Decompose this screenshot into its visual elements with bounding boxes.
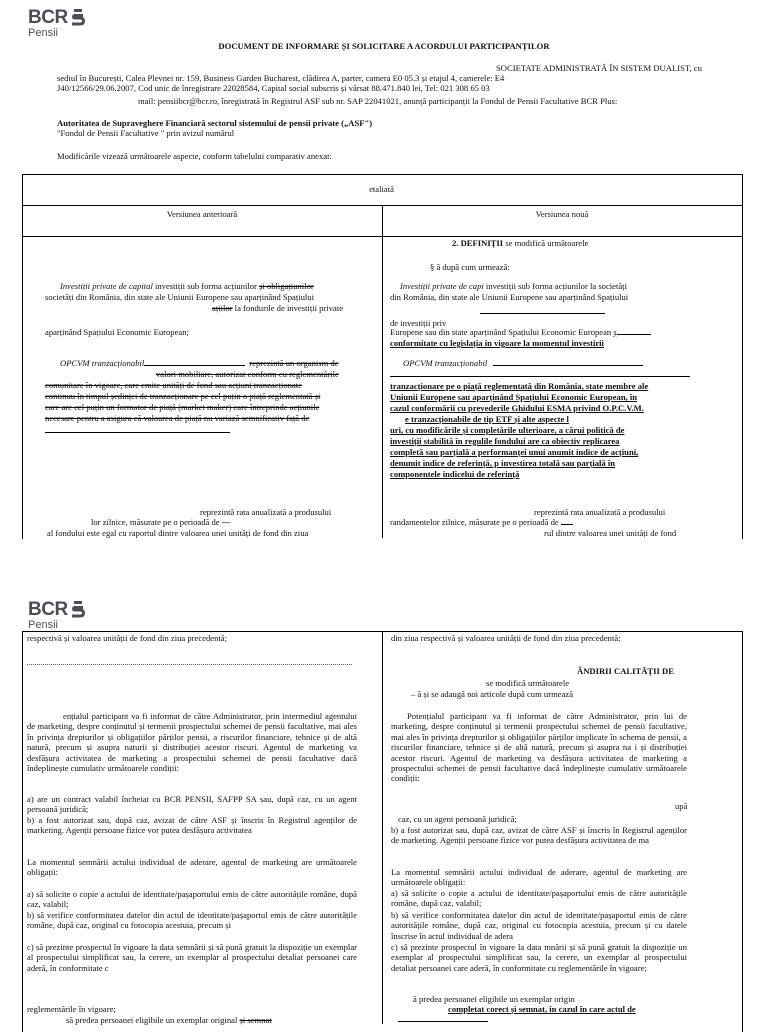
- document-title: DOCUMENT DE INFORMARE ȘI SOLICITARE A ACORDULUI PARTICIPANȚILOR: [218, 41, 550, 51]
- left-paragraph-1: ențialul participant va fi informat de către Administrator, prin intermediul agentului de marketing, despre conținutul și termenii prospectului schemei de pensii facultative, mai ales în privința drepturilor și obligațiilor părților pensii, a riscurilor financiare, tehnice și de altă natură, precum și asupra naturii și distribuției acestor riscuri. Agentul de marketing va desfășura activitatea de marketing a prospectului schemei de pensii facultative dacă îndeplinește cumulativ următoarele condiții:: [27, 711, 357, 774]
- definitions-heading: 2. DEFINIȚII se modifică următoarele: [452, 238, 589, 248]
- right-rata-line-0: reprezintă rata anualizată a produsului: [534, 507, 666, 517]
- left-def-line-4: OPCVM tranzacționabil reprezintă un organism de: [60, 358, 339, 368]
- column-divider-page2: [382, 631, 383, 1024]
- left-def-line-9: necesare pentru a asigura că valoarea de piață nu variază semnificativ față de: [45, 413, 310, 423]
- right-obligation-d: ă predea persoanei eligibile un exemplar origin: [413, 994, 575, 1004]
- right-condition-a-tail: upă: [675, 801, 688, 811]
- right-def-line-7: Uniunii Europene sau aparținând Spațiului Economic European, în: [390, 392, 638, 402]
- section-sub-1: se modifică următoarele: [486, 678, 570, 688]
- column-header-previous: Versiunea anterioară: [166, 209, 238, 219]
- left-def-line-5: valori mobiliare, autorizat conform cu reglementările: [156, 369, 339, 379]
- bcr-pensii-logo-page2: BCR Pensii: [28, 600, 85, 631]
- right-def-line-8: cazul conformării cu prevederile Ghidului ESMA privind O.P.C.V.M.: [390, 403, 644, 413]
- column-divider: [382, 205, 383, 538]
- definitions-subheading: § ă după cum urmează:: [430, 262, 510, 272]
- right-def-line-11: investiții stabilită în regulile fondului are ca obiectiv replicarea: [390, 436, 620, 446]
- company-line-3: J40/12566/29.06.2007, Cod unic de înregistrare 22028584, Capital social subscris și vărsat 88.471.840 lei, Tel: 021 308 65 03: [57, 83, 490, 93]
- left-top-line: respectivă și valoarea unității de fond din ziua precedentă;: [27, 633, 227, 643]
- right-def-line-9: e tranzacționabile de tip ETF și alte aspecte l: [405, 414, 569, 424]
- bcr-s-mark-icon: [71, 601, 85, 619]
- left-obligation-c: c) să prezinte prospectul în vigoare la data semnării și să pună gratuit la dispoziție un exemplar al prospectului simplificat sau, la cerere, un exemplar al prospectului detaliat persoanei care aderă, în conformitate c: [27, 942, 357, 973]
- fund-line: "Fondul de Pensii Facultative " prin avizul numărul: [57, 128, 235, 138]
- right-rata-line-1: randamentelor zilnice, măsurate pe o perioadă de: [390, 517, 573, 527]
- left-def-line-1: societăți din România, din state ale Uniunii Europene sau aparținând Spațiului: [45, 292, 314, 302]
- section-heading-page2: ÂNDIRII CALITĂȚII DE: [577, 666, 674, 676]
- left-def-line-2: ațiilor la fondurile de investiții private: [212, 303, 344, 313]
- right-paragraph-2: La momentul semnării actului individual de aderare, agentul de marketing are următoarele obligații:: [391, 867, 687, 888]
- right-top-line: din ziua respectivă și valoarea unității de fond din ziua precedentă;: [391, 633, 621, 643]
- right-condition-a: caz, cu un agent persoană juridică;: [398, 814, 517, 824]
- left-obligation-d: să predea persoanei eligibile un exemplar original și semnat: [66, 1015, 272, 1025]
- right-obligation-a: a) să solicite o copie a actului de identitate/pașaportului emis de către autoritățile române, după caz, valabil;: [391, 888, 687, 909]
- right-def-line-6: tranzacționare pe o piață reglementată din România, state membre ale: [390, 381, 649, 391]
- right-rata-line-2: rul dintre valoarea unei unități de fond: [544, 528, 677, 538]
- right-def-line-13: denumit indice de referință, p investirea totală sau parțială în: [390, 458, 616, 468]
- left-rata-line-1: lor zilnice, măsurate pe o perioadă de —: [91, 517, 231, 527]
- right-paragraph-1: Potențialul participant va fi informat de către Administrator, prin lui de marketing, despre conținutul și termenii prospectului schemei de pensii facultative, mai ales în privința drepturilor și obligațiilor părților implicate în schema de pensii, a riscurilor financiare, tehnice și de altă natură, precum și asupra na i și distribuției acestor riscuri. Agentul de marketing va desfășura activitatea de marketing a prospectului schemei de pensii facultative dacă îndeplinește cumulativ următoarele condiții:: [391, 711, 687, 784]
- left-obligation-a: a) să solicite o copie a actului de identitate/pașaportului emis de către autoritățile române, după caz, valabil;: [27, 889, 357, 910]
- left-def-line-7: continuu în timpul ședinței de tranzacționare pe cel puțin o piață reglementată și: [45, 391, 321, 401]
- intro-line: Modificările vizează următoarele aspecte, conform tabelului comparativ anexat:: [57, 151, 332, 161]
- bcr-s-mark-icon: [71, 9, 85, 27]
- right-condition-b: b) a fost autorizat sau, după caz, avizat de către ASF și înscris în Registrul agenților de marketing. Agenții persoane fizice vor putea desfășura activitatea de ma: [391, 825, 687, 846]
- right-def-line-0: Investiții private de capi investiții sub forma acțiunilor la societăți: [400, 281, 627, 291]
- left-condition-b: b) a fost autorizat sau, după caz, avizat de către ASF și înscris în Registrul agenților de marketing. Agenții persoane fizice vor putea desfășura activitatea: [27, 815, 357, 836]
- left-rata-line-2: al fondului este egal cu raportul dintre valoarea unei unități de fond din ziua: [47, 528, 309, 538]
- table-caption: etaliată: [369, 184, 394, 194]
- left-paragraph-2: La momentul semnării actului individual de aderare, agentul de marketing are următoarele obligații:: [27, 857, 357, 878]
- right-def-line-5: OPCVM tranzacționabil: [403, 358, 643, 368]
- left-def-line-3: aparținând Spațiului Economic European;: [45, 327, 189, 337]
- company-line-4: mail: pensiibcr@bcr.ro, înregistrată în Registrul ASF sub nr. SAP 22041021, anunță participanții la Fondul de Pensii Facultative BCR Plus:: [138, 96, 618, 106]
- company-line-2: sediul în București, Calea Plevnei nr. 159, Business Garden Bucharest, clădirea A, parter, camera E0 05.3 și etajul 4, camerele: E4: [57, 73, 505, 83]
- right-blank-rule-1: [480, 313, 605, 314]
- right-def-line-4: conformitate cu legislația în vigoare la momentul investirii: [390, 338, 604, 348]
- left-obligation-b: b) să verifice conformitatea datelor din actul de identitate/pașaportul emis de către autoritățile române, după caz, original cu fotocopia acestuia, precum și: [27, 910, 357, 931]
- left-rata-line-0: reprezintă rata anualizată a produsului: [200, 507, 332, 517]
- left-dotted-rule: [27, 664, 352, 665]
- left-def-line-8: care are cel puțin un formator de piață (market maker) care întreprinde acțiunile: [45, 402, 320, 412]
- right-def-line-14: componentele indicelui de referință: [390, 469, 520, 479]
- bcr-pensii-logo: BCR Pensii: [28, 8, 85, 39]
- right-def-line-2: de investiții priv: [390, 318, 447, 328]
- right-obligation-b: b) să verifice conformitatea datelor din actul de identitate/pașaportul emis de către autoritățile române, după caz, original cu fotocopia acestuia, precum și cu datele înscrise în actul individual de adera: [391, 910, 687, 941]
- left-def-line-0: Investiții private de capital investiții sub forma acțiunilor și obligațiunilor: [60, 281, 314, 291]
- left-blank-rule: [45, 432, 230, 433]
- right-obligation-d-added: completat corect și semnat, în cazul în care actul de: [448, 1004, 636, 1014]
- left-condition-a: a) are un contract valabil încheiat cu BCR PENSII, SAFPP SA sau, după caz, cu un agent persoană juridică;: [27, 794, 357, 815]
- right-def-line-10: uri, cu modificările și completările ulterioare, a cărui politică de: [390, 425, 625, 435]
- section-sub-2: – ă și se adaugă noi articole după cum urmează: [411, 689, 574, 699]
- right-def-line-12: completă sau parțială a performanței unui anumit indice de acțiuni,: [390, 447, 639, 457]
- left-def-line-6: comunitare în vigoare, care emite unități de fond sau acțiuni tranzacționate: [45, 380, 302, 390]
- column-header-new: Versiunea nouă: [535, 209, 589, 219]
- right-def-line-1: din România, din state ale Uniunii Europene sau aparținând Spațiului: [390, 292, 629, 302]
- right-obligation-c: c) să prezinte prospectul în vigoare la data mnării și să pună gratuit la dispoziție un exemplar al prospectului simplificat sau, la cerere, un exemplar al prospectului detaliat persoanei care aderă, în conformitate cu reglementările în vigoare;: [391, 942, 687, 973]
- left-obligation-c-end: reglementările în vigoare;: [27, 1004, 116, 1014]
- asf-authority-line: Autoritatea de Supraveghere Financiară sectorul sistemului de pensii private („ASF"): [57, 118, 373, 128]
- company-line-1: SOCIETATE ADMINISTRATĂ ÎN SISTEM DUALIST, cu: [496, 63, 702, 73]
- right-def-line-3: Europene sau din state aparținând Spațiului Economic European ș: [390, 327, 651, 337]
- table-header-divider: [22, 236, 742, 237]
- right-blank-rule-3: [398, 1021, 488, 1022]
- right-blank-rule-2: [390, 376, 690, 377]
